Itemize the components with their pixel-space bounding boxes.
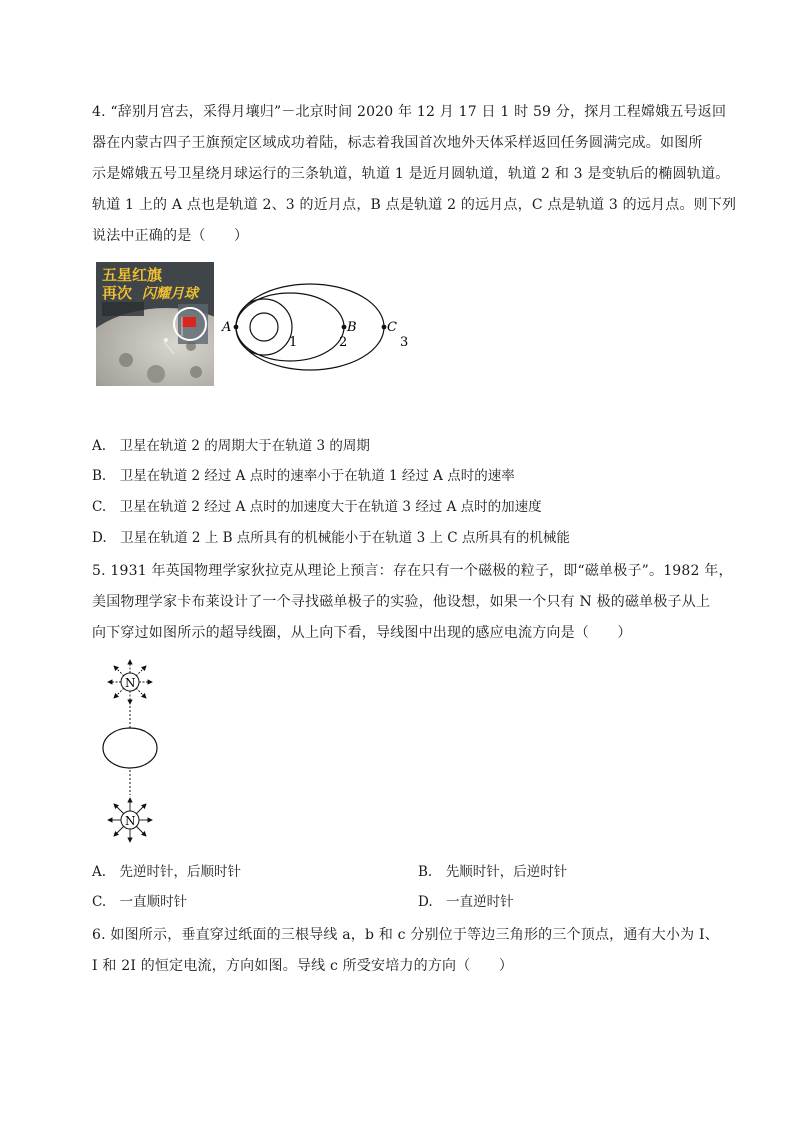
- q6-stem-line-1: 6. 如图所示，垂直穿过纸面的三根导线 a，b 和 c 分别位于等边三角形的三个顶点，通有大小为 I、: [92, 927, 719, 943]
- point-b: [342, 325, 347, 330]
- monopole-coil-diagram: [95, 650, 170, 850]
- monopole-bottom-label: N: [125, 814, 136, 828]
- label-orbit-2: 2: [339, 335, 348, 350]
- label-orbit-1: 1: [289, 335, 298, 350]
- q4-stem-line-1: 4. “辞别月宫去，采得月壤归”－北京时间 2020 年 12 月 17 日 1 时 59 分，探月工程嫦娥五号返回: [92, 104, 727, 120]
- q5-stem-line-1: 5. 1931 年英国物理学家狄拉克从理论上预言：存在只有一个磁极的粒子，即“磁单极子”。1982 年，: [92, 563, 733, 579]
- monopole-top: [108, 660, 152, 704]
- photo-title-3: 闪耀月球: [142, 286, 198, 302]
- point-a: [234, 325, 239, 330]
- label-orbit-3: 3: [400, 335, 409, 350]
- q4-stem-line-2: 器在内蒙古四子王旗预定区域成功着陆，标志着我国首次地外天体采样返回任务圆满完成。如图所: [92, 135, 703, 151]
- q4-option-d: D. 卫星在轨道 2 上 B 点所具有的机械能小于在轨道 3 上 C 点所具有的机械能: [92, 530, 570, 546]
- q5-stem-line-3: 向下穿过如图所示的超导线圈，从上向下看，导线图中出现的感应电流方向是（ ）: [92, 625, 632, 641]
- q5-option-c: C. 一直顺时针: [92, 894, 188, 910]
- superconducting-coil: [103, 728, 157, 768]
- orbit-3: [236, 284, 384, 370]
- orbit-diagram: [218, 280, 418, 380]
- label-c: C: [387, 320, 397, 335]
- label-b: B: [347, 320, 357, 335]
- q4-stem-line-3: 示是嫦娥五号卫星绕月球运行的三条轨道，轨道 1 是近月圆轨道，轨道 2 和 3 是变轨后的椭圆轨道。: [92, 166, 730, 182]
- q5-option-d: D. 一直逆时针: [418, 894, 514, 910]
- q4-option-a: A. 卫星在轨道 2 的周期大于在轨道 3 的周期: [92, 438, 370, 454]
- orbit-1: [236, 299, 292, 355]
- q5-stem-line-2: 美国物理学家卡布莱设计了一个寻找磁单极子的实验，他设想，如果一个只有 N 极的磁单极子从上: [92, 594, 711, 610]
- orbit-2: [236, 293, 344, 361]
- label-a: A: [222, 320, 232, 335]
- point-c: [382, 325, 387, 330]
- q4-option-b: B. 卫星在轨道 2 经过 A 点时的速率小于在轨道 1 经过 A 点时的速率: [92, 468, 515, 484]
- moon-icon: [250, 313, 278, 341]
- monopole-top-label: N: [125, 676, 136, 690]
- q5-option-b: B. 先顺时针，后逆时针: [418, 864, 568, 880]
- photo-title-2: 再次: [102, 284, 133, 302]
- q4-option-c: C. 卫星在轨道 2 经过 A 点时的加速度大于在轨道 3 经过 A 点时的加速度: [92, 499, 542, 515]
- q5-option-a: A. 先逆时针，后顺时针: [92, 864, 242, 880]
- monopole-bottom: [108, 798, 152, 842]
- q4-stem-line-5: 说法中正确的是（ ）: [92, 228, 249, 244]
- q6-stem-line-2: I 和 2I 的恒定电流，方向如图。导线 c 所受安培力的方向（ ）: [92, 958, 514, 974]
- photo-title-1: 五星红旗: [102, 266, 163, 284]
- flag-on-moon-photo: [96, 262, 214, 386]
- q4-stem-line-4: 轨道 1 上的 A 点也是轨道 2、3 的近月点，B 点是轨道 2 的远月点，C 点是轨道 3 的远月点。则下列: [92, 197, 737, 213]
